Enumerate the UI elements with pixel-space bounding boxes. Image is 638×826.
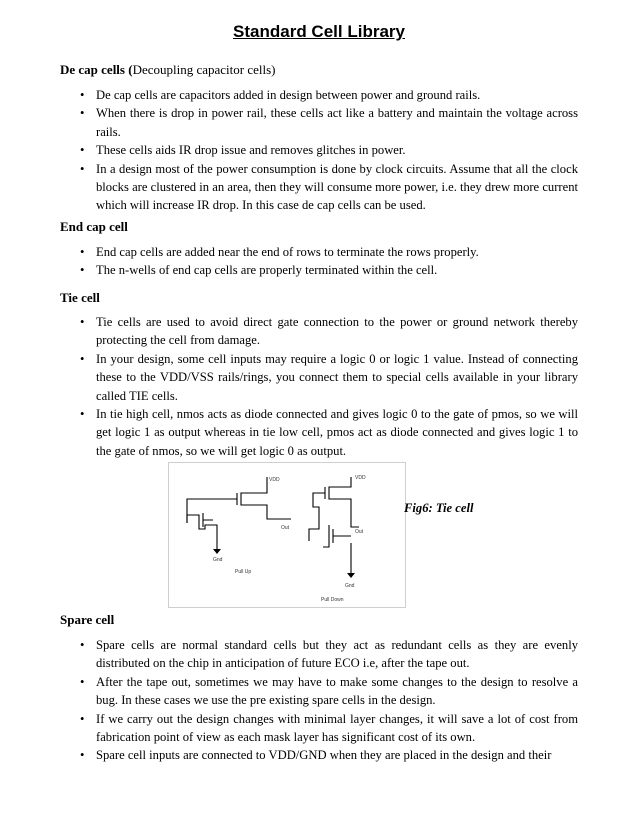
tie-bullet-list xyxy=(60,313,578,460)
decap-bullet-list xyxy=(60,86,578,215)
bullet-icon: • xyxy=(80,407,85,422)
list-item xyxy=(60,313,578,350)
bullet-icon: • xyxy=(80,143,85,158)
ground-icon xyxy=(213,549,221,554)
vdd-label-left: VDD xyxy=(269,477,280,483)
bullet-icon: • xyxy=(80,674,85,689)
bullet-icon: • xyxy=(80,245,85,259)
bullet-icon: • xyxy=(80,711,85,726)
pullup-nmos-drain xyxy=(199,523,217,539)
spare-heading xyxy=(60,612,114,628)
list-item-text: After the tape out, sometimes we may have to make some changes to the design to resolve a bug. In these cases we use the pre existing spare cells in the design. xyxy=(96,674,578,708)
pullup-gate-wire xyxy=(187,499,237,523)
endcap-heading-text: End cap cell xyxy=(60,219,128,234)
list-item xyxy=(60,673,578,710)
pulldown-left-wire xyxy=(309,521,319,541)
tie-cell-figure xyxy=(168,462,406,608)
list-item-text: In tie high cell, nmos acts as diode connected and gives logic 0 to the gate of pmos, so we will get logic 1 as output whereas in tie low cell, pmos act as diode connected and gives logic 1 to the gate of nmos, so we will get logic 0 as output. xyxy=(96,407,578,458)
ground-icon xyxy=(347,573,355,578)
out-label-left: Out xyxy=(281,525,290,531)
list-item xyxy=(60,160,578,215)
bullet-icon: • xyxy=(80,315,85,329)
list-item xyxy=(60,243,578,261)
vdd-label-right: VDD xyxy=(355,475,366,481)
list-item xyxy=(60,141,578,159)
list-item xyxy=(60,350,578,405)
pulldown-pmos-path xyxy=(329,477,351,511)
list-item-text: De cap cells are capacitors added in design between power and ground rails. xyxy=(96,88,481,102)
list-item xyxy=(60,104,578,141)
bullet-icon: • xyxy=(80,638,85,652)
bullet-icon: • xyxy=(80,351,85,366)
decap-heading-rest: Decoupling capacitor cells) xyxy=(132,62,276,77)
pulldown-label: Pull Down xyxy=(321,597,344,603)
list-item xyxy=(60,405,578,460)
pulldown-gate-wire xyxy=(313,493,325,521)
bullet-icon: • xyxy=(80,263,85,278)
spare-bullet-list xyxy=(60,636,578,765)
decap-heading-bold: De cap cells ( xyxy=(60,62,133,77)
out-label-right: Out xyxy=(355,529,364,535)
pulldown-out-wire xyxy=(351,511,359,527)
page-title: Standard Cell Library xyxy=(233,22,405,41)
pullup-pmos-path xyxy=(241,477,291,519)
list-item-text: Tie cells are used to avoid direct gate connection to the power or ground network thereby protecting the cell from damage. xyxy=(96,315,578,348)
endcap-heading xyxy=(60,219,128,235)
pullup-label: Pull Up xyxy=(235,569,252,575)
endcap-bullet-list xyxy=(60,243,578,280)
list-item-text: When there is drop in power rail, these cells act like a battery and maintain the voltage across rails. xyxy=(96,106,578,139)
pulldown-nmos-body xyxy=(323,525,329,547)
spare-heading-text: Spare cell xyxy=(60,612,115,627)
bullet-icon: • xyxy=(80,748,85,763)
bullet-icon: • xyxy=(80,161,85,176)
tie-cell-schematic xyxy=(169,463,405,607)
bullet-icon: • xyxy=(80,88,85,102)
list-item-text: In your design, some cell inputs may require a logic 0 or logic 1 value. Instead of connecting these to the VDD/VSS rails/rings, you connect them to special cells available in your library called TIE cells. xyxy=(96,351,578,403)
list-item-text: Spare cells are normal standard cells but they act as redundant cells as they are evenly distributed on the chip in anticipation of future ECO i.e, after the tape out. xyxy=(96,638,578,671)
tie-heading-text: Tie cell xyxy=(60,290,100,305)
pullup-nmos-channel xyxy=(187,515,199,523)
list-item-text: End cap cells are added near the end of rows to terminate the rows properly. xyxy=(96,245,479,259)
list-item xyxy=(60,86,578,104)
tie-heading xyxy=(60,290,100,306)
list-item xyxy=(60,636,578,673)
list-item-text: The n-wells of end cap cells are properly terminated within the cell. xyxy=(96,263,438,278)
decap-heading xyxy=(60,62,276,78)
pulldown-nmos-gate xyxy=(333,529,351,543)
list-item-text: These cells aids IR drop issue and removes glitches in power. xyxy=(96,143,406,158)
list-item xyxy=(60,710,578,747)
list-item-text: If we carry out the design changes with minimal layer changes, it will save a lot of cost from fabrication point of view as each mask layer has significant cost of its own. xyxy=(96,711,578,745)
gnd-label-left: Gnd xyxy=(213,557,223,563)
figure-caption: Fig6: Tie cell xyxy=(404,501,474,515)
list-item xyxy=(60,746,578,764)
bullet-icon: • xyxy=(80,106,85,121)
list-item-text: In a design most of the power consumption is done by clock circuits. Assume that all the clock blocks are clustered in an area, then they will consume more power, i.e. they drew more current which will increase IR drop. In this case de cap cells can be used. xyxy=(96,161,578,213)
list-item xyxy=(60,261,578,279)
gnd-label-right: Gnd xyxy=(345,583,355,589)
list-item-text: Spare cell inputs are connected to VDD/GND when they are placed in the design and their xyxy=(96,748,552,763)
